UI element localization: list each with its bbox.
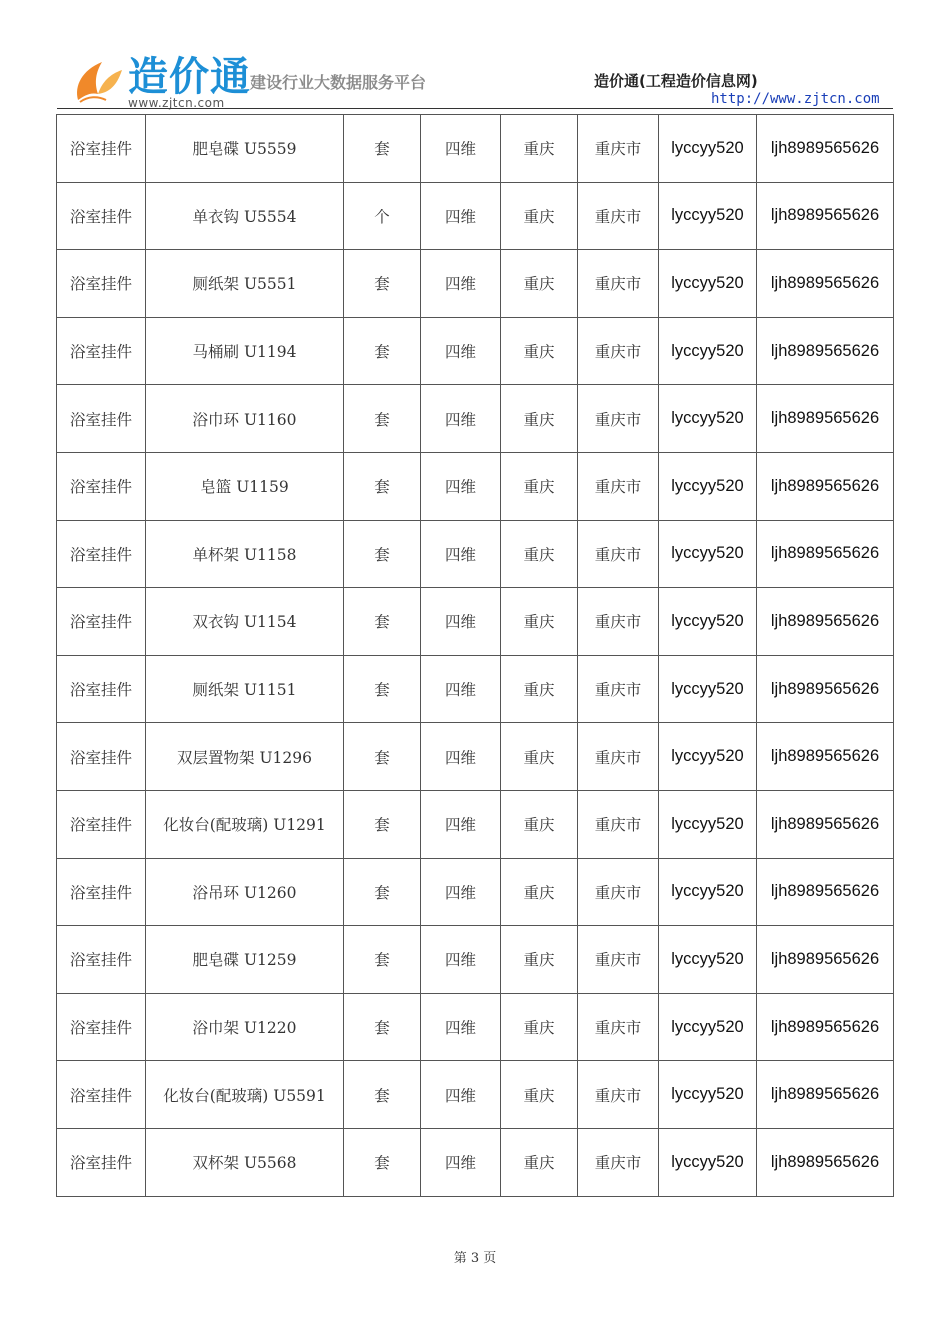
product-name-cell: 厕纸架 U5551 (146, 250, 344, 318)
city-cell: 重庆市 (578, 250, 659, 318)
unit-cell: 套 (344, 588, 421, 656)
phone-cell: ljh8989565626 (757, 588, 894, 656)
city-cell: 重庆市 (578, 520, 659, 588)
unit-cell: 套 (344, 993, 421, 1061)
product-name-cell: 马桶刷 U1194 (146, 317, 344, 385)
brand-cell: 四维 (421, 1128, 501, 1196)
region-cell: 重庆 (501, 182, 578, 250)
unit-cell: 套 (344, 1128, 421, 1196)
table-row (57, 1061, 894, 1129)
contact-cell: lyccyy520 (659, 115, 757, 183)
phone-cell: ljh8989565626 (757, 1128, 894, 1196)
phone-cell: ljh8989565626 (757, 385, 894, 453)
platform-slogan: 建设行业大数据服务平台 (250, 73, 427, 92)
table-body (57, 115, 894, 1197)
logo-url: www.zjtcn.com (128, 96, 225, 110)
region-cell: 重庆 (501, 250, 578, 318)
category-cell: 浴室挂件 (57, 926, 146, 994)
table-row (57, 115, 894, 183)
product-name-cell: 皂篮 U1159 (146, 452, 344, 520)
brand-cell: 四维 (421, 452, 501, 520)
brand-cell: 四维 (421, 182, 501, 250)
city-cell: 重庆市 (578, 588, 659, 656)
table-row (57, 182, 894, 250)
city-cell: 重庆市 (578, 115, 659, 183)
city-cell: 重庆市 (578, 858, 659, 926)
contact-cell: lyccyy520 (659, 858, 757, 926)
phone-cell: ljh8989565626 (757, 723, 894, 791)
phone-cell: ljh8989565626 (757, 115, 894, 183)
site-name: 造价通(工程造价信息网) (594, 72, 758, 90)
region-cell: 重庆 (501, 520, 578, 588)
butterfly-logo-icon (72, 56, 126, 106)
brand-cell: 四维 (421, 250, 501, 318)
contact-cell: lyccyy520 (659, 452, 757, 520)
brand-cell: 四维 (421, 588, 501, 656)
brand-cell: 四维 (421, 858, 501, 926)
category-cell: 浴室挂件 (57, 1128, 146, 1196)
region-cell: 重庆 (501, 1128, 578, 1196)
category-cell: 浴室挂件 (57, 385, 146, 453)
region-cell: 重庆 (501, 926, 578, 994)
category-cell: 浴室挂件 (57, 655, 146, 723)
region-cell: 重庆 (501, 723, 578, 791)
price-table (56, 114, 893, 1197)
table-row (57, 655, 894, 723)
unit-cell: 套 (344, 520, 421, 588)
contact-cell: lyccyy520 (659, 588, 757, 656)
region-cell: 重庆 (501, 452, 578, 520)
region-cell: 重庆 (501, 858, 578, 926)
region-cell: 重庆 (501, 317, 578, 385)
logo-text: 造价通 (128, 54, 251, 100)
contact-cell: lyccyy520 (659, 993, 757, 1061)
category-cell: 浴室挂件 (57, 858, 146, 926)
product-name-cell: 化妆台(配玻璃) U1291 (146, 790, 344, 858)
category-cell: 浴室挂件 (57, 317, 146, 385)
phone-cell: ljh8989565626 (757, 858, 894, 926)
unit-cell: 套 (344, 452, 421, 520)
phone-cell: ljh8989565626 (757, 926, 894, 994)
product-name-cell: 厕纸架 U1151 (146, 655, 344, 723)
category-cell: 浴室挂件 (57, 588, 146, 656)
city-cell: 重庆市 (578, 655, 659, 723)
product-name-cell: 浴吊环 U1260 (146, 858, 344, 926)
city-cell: 重庆市 (578, 1061, 659, 1129)
city-cell: 重庆市 (578, 723, 659, 791)
contact-cell: lyccyy520 (659, 317, 757, 385)
brand-cell: 四维 (421, 1061, 501, 1129)
category-cell: 浴室挂件 (57, 790, 146, 858)
phone-cell: ljh8989565626 (757, 520, 894, 588)
contact-cell: lyccyy520 (659, 723, 757, 791)
category-cell: 浴室挂件 (57, 1061, 146, 1129)
city-cell: 重庆市 (578, 182, 659, 250)
city-cell: 重庆市 (578, 790, 659, 858)
table-row (57, 250, 894, 318)
unit-cell: 套 (344, 858, 421, 926)
brand-cell: 四维 (421, 993, 501, 1061)
region-cell: 重庆 (501, 790, 578, 858)
brand-cell: 四维 (421, 317, 501, 385)
city-cell: 重庆市 (578, 452, 659, 520)
contact-cell: lyccyy520 (659, 520, 757, 588)
site-url-link[interactable]: http://www.zjtcn.com (711, 91, 880, 107)
region-cell: 重庆 (501, 385, 578, 453)
phone-cell: ljh8989565626 (757, 250, 894, 318)
brand-cell: 四维 (421, 926, 501, 994)
table-row (57, 858, 894, 926)
brand-cell: 四维 (421, 385, 501, 453)
region-cell: 重庆 (501, 993, 578, 1061)
contact-cell: lyccyy520 (659, 385, 757, 453)
product-name-cell: 双衣钩 U1154 (146, 588, 344, 656)
table-row (57, 926, 894, 994)
category-cell: 浴室挂件 (57, 723, 146, 791)
phone-cell: ljh8989565626 (757, 317, 894, 385)
category-cell: 浴室挂件 (57, 182, 146, 250)
page-number: 第 3 页 (453, 1251, 497, 1266)
category-cell: 浴室挂件 (57, 993, 146, 1061)
brand-cell: 四维 (421, 723, 501, 791)
product-name-cell: 浴巾环 U1160 (146, 385, 344, 453)
product-name-cell: 单杯架 U1158 (146, 520, 344, 588)
page-header (0, 0, 950, 112)
contact-cell: lyccyy520 (659, 1128, 757, 1196)
phone-cell: ljh8989565626 (757, 790, 894, 858)
city-cell: 重庆市 (578, 993, 659, 1061)
city-cell: 重庆市 (578, 385, 659, 453)
table-row (57, 790, 894, 858)
contact-cell: lyccyy520 (659, 655, 757, 723)
product-name-cell: 肥皂碟 U1259 (146, 926, 344, 994)
unit-cell: 套 (344, 115, 421, 183)
region-cell: 重庆 (501, 115, 578, 183)
contact-cell: lyccyy520 (659, 926, 757, 994)
brand-cell: 四维 (421, 655, 501, 723)
region-cell: 重庆 (501, 655, 578, 723)
region-cell: 重庆 (501, 1061, 578, 1129)
contact-cell: lyccyy520 (659, 250, 757, 318)
brand-cell: 四维 (421, 790, 501, 858)
table-row (57, 1128, 894, 1196)
city-cell: 重庆市 (578, 317, 659, 385)
table-row (57, 993, 894, 1061)
brand-cell: 四维 (421, 520, 501, 588)
product-name-cell: 化妆台(配玻璃) U5591 (146, 1061, 344, 1129)
city-cell: 重庆市 (578, 1128, 659, 1196)
table-row (57, 452, 894, 520)
table-row (57, 520, 894, 588)
unit-cell: 套 (344, 655, 421, 723)
phone-cell: ljh8989565626 (757, 993, 894, 1061)
category-cell: 浴室挂件 (57, 452, 146, 520)
contact-cell: lyccyy520 (659, 182, 757, 250)
product-name-cell: 双杯架 U5568 (146, 1128, 344, 1196)
unit-cell: 个 (344, 182, 421, 250)
contact-cell: lyccyy520 (659, 790, 757, 858)
phone-cell: ljh8989565626 (757, 452, 894, 520)
table-row (57, 723, 894, 791)
phone-cell: ljh8989565626 (757, 1061, 894, 1129)
city-cell: 重庆市 (578, 926, 659, 994)
category-cell: 浴室挂件 (57, 520, 146, 588)
table-row (57, 588, 894, 656)
region-cell: 重庆 (501, 588, 578, 656)
unit-cell: 套 (344, 1061, 421, 1129)
product-name-cell: 双层置物架 U1296 (146, 723, 344, 791)
category-cell: 浴室挂件 (57, 115, 146, 183)
phone-cell: ljh8989565626 (757, 655, 894, 723)
header-divider (57, 108, 893, 109)
brand-cell: 四维 (421, 115, 501, 183)
unit-cell: 套 (344, 790, 421, 858)
phone-cell: ljh8989565626 (757, 182, 894, 250)
category-cell: 浴室挂件 (57, 250, 146, 318)
unit-cell: 套 (344, 385, 421, 453)
unit-cell: 套 (344, 250, 421, 318)
unit-cell: 套 (344, 926, 421, 994)
unit-cell: 套 (344, 723, 421, 791)
table-row (57, 317, 894, 385)
contact-cell: lyccyy520 (659, 1061, 757, 1129)
table-row (57, 385, 894, 453)
product-name-cell: 肥皂碟 U5559 (146, 115, 344, 183)
product-name-cell: 单衣钩 U5554 (146, 182, 344, 250)
unit-cell: 套 (344, 317, 421, 385)
product-name-cell: 浴巾架 U1220 (146, 993, 344, 1061)
